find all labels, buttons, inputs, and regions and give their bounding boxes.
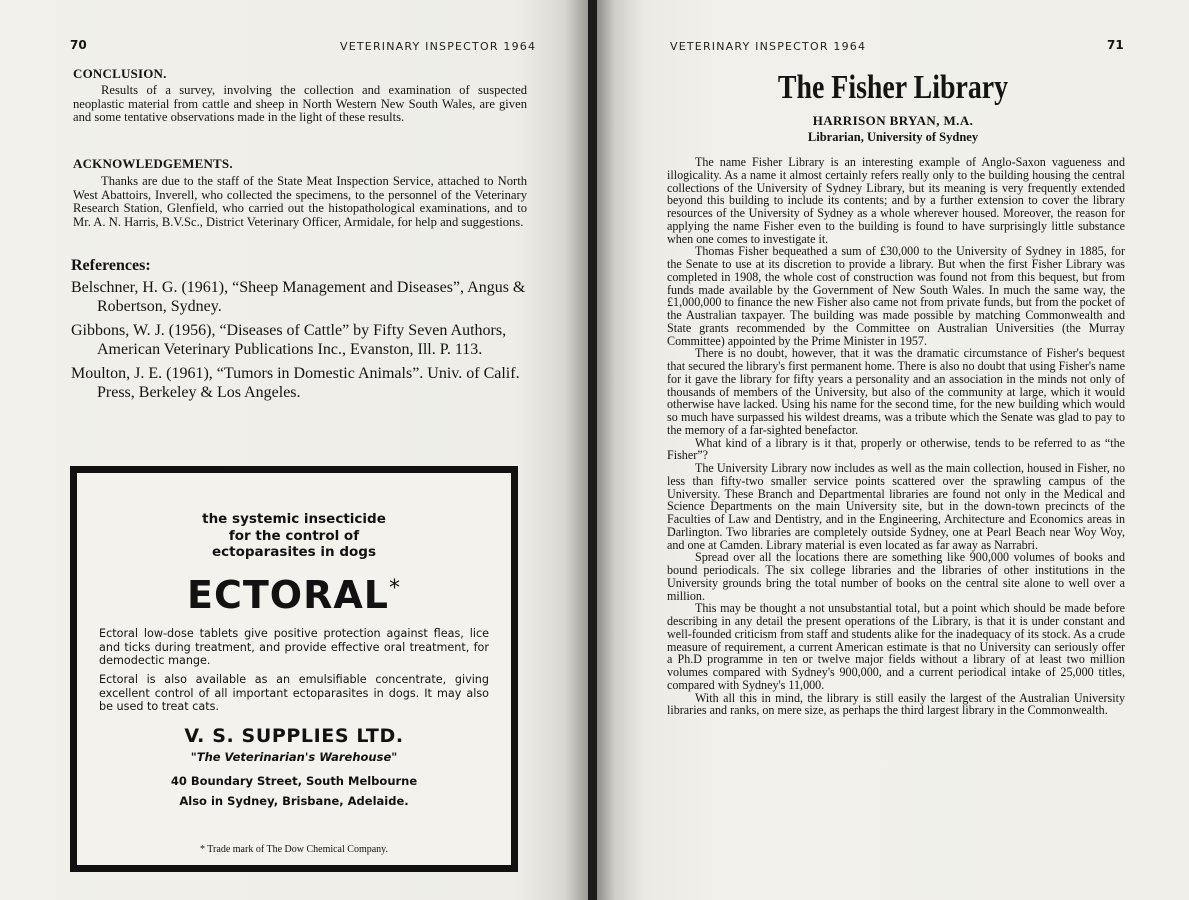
ad-branches: Also in Sydney, Brisbane, Adelaide. bbox=[179, 794, 409, 808]
conclusion-heading: CONCLUSION. bbox=[73, 66, 167, 81]
right-page bbox=[597, 0, 1189, 900]
conclusion-text: Results of a survey, involving the collection and examination of suspected neoplastic material from cattle and sheep in North Western New South Wales, are given and some tentative observations made in the light of these results. bbox=[73, 83, 527, 125]
ad-brand-name: ECTORAL bbox=[187, 573, 389, 617]
book-gutter bbox=[588, 0, 597, 900]
ad-address: 40 Boundary Street, South Melbourne bbox=[170, 774, 418, 788]
article-paragraph: The University Library now includes as well as the main collection, housed in Fisher, no less than fifty-two smaller service points scattered over the sprawling campus of the University. These Branch and Departmental libraries are found not only in the Medical and Science Departments on the main University site, but in the down-town precincts of the Faculties of Law and Dentistry, and in the Engineering, Architecture and Economics areas in Darlington. Two libraries are completely outside Sydney, one at Pearl Beach near Woy Woy, and one at Camden. Library material is even located as far away as Narrabri. bbox=[667, 461, 1125, 552]
ectoral-advertisement bbox=[70, 466, 518, 872]
running-head: VETERINARY INSPECTOR 1964 bbox=[340, 40, 537, 53]
ad-slogan: "The Veterinarian's Warehouse" bbox=[190, 750, 398, 764]
ad-tagline bbox=[77, 511, 511, 561]
reference-item: Belschner, H. G. (1961), “Sheep Management and Diseases”, Angus & Robertson, Sydney. bbox=[71, 279, 526, 315]
reference-item: Moulton, J. E. (1961), “Tumors in Domestic Animals”. Univ. of Calif. Press, Berkeley & Los Angeles. bbox=[71, 365, 520, 401]
left-page bbox=[0, 0, 588, 900]
ad-body-text: Ectoral is also available as an emulsifiable concentrate, giving excellent control of all important ectoparasites in dogs. It may also be used to treat cats. bbox=[99, 673, 489, 713]
ad-body-text: Ectoral low-dose tablets give positive protection against fleas, lice and ticks during treatment, and provide effective oral treatment, for demodectic mange. bbox=[99, 627, 489, 667]
acknowledgements-section bbox=[73, 156, 527, 229]
running-head: VETERINARY INSPECTOR 1964 bbox=[670, 40, 867, 53]
references-section bbox=[71, 257, 527, 408]
article-paragraph: The name Fisher Library is an interesting example of Anglo-Saxon vagueness and illogicality. As a name it almost certainly refers really only to the building housing the central collections of the University of Sydney Library, but its meaning is very frequently extended beyond this building to include its contents; and by a further extension to cover the library resources of the University of Sydney as a whole wherever housed. Moreover, the reason for applying the name Fisher even to the building is found to have surprisingly little substance when one comes to investigate it. bbox=[667, 155, 1125, 246]
ad-tagline-line: ectoparasites in dogs bbox=[211, 544, 376, 560]
article-title: The Fisher Library bbox=[777, 69, 1009, 106]
conclusion-section bbox=[73, 66, 527, 125]
article-author: HARRISON BRYAN, M.A. bbox=[812, 113, 974, 128]
article-paragraph: This may be thought a not unsubstantial total, but a point which should be made before describing in any detail the present operations of the Library, is that it is under constant and well-founded criticism from staff and students alike for the inadequacy of its stock. As a crude measure of requirement, a current American estimate is that no University can seriously offer a Ph.D programme in ten or twelve major fields without a library of at least two million volumes compared with Sydney's 900,000, and a current periodical intake of 25,000 titles, compared with Sydney's 11,000. bbox=[667, 601, 1125, 692]
article-paragraph: There is no doubt, however, that it was the dramatic circumstance of Fisher's bequest that secured the library's first permanent home. There is also no doubt that using Fisher's name for it gave the library for fifty years a personality and an association in the minds not only of thousands of members of the University, but also of the community at large, which it would otherwise have lacked. Using his name for the second time, for the new building which would so much have surpassed his wildest dreams, was a tribute which the Senate was glad to pay to the memory of a far-sighted benefactor. bbox=[667, 346, 1125, 437]
ad-tagline-line: for the control of bbox=[228, 527, 360, 544]
article-affiliation: Librarian, University of Sydney bbox=[807, 130, 979, 144]
ad-company-name: V. S. SUPPLIES LTD. bbox=[184, 725, 404, 747]
ad-tagline-line: the systemic insecticide bbox=[202, 511, 386, 527]
article-paragraph: Spread over all the locations there are something like 900,000 volumes of books and bound periodicals. The six college libraries and the libraries of other institutions in the University grounds bring the total number of books on the central site alone to well over a million. bbox=[667, 550, 1125, 603]
references-list bbox=[71, 279, 527, 402]
article-paragraph: With all this in mind, the library is still easily the largest of the Australian University libraries and ranks, on mere size, as perhaps the third largest library in the Commonwealth. bbox=[667, 690, 1125, 718]
acknowledgements-heading: ACKNOWLEDGEMENTS. bbox=[73, 156, 233, 171]
ad-brand bbox=[77, 573, 511, 617]
reference-item: Gibbons, W. J. (1956), “Diseases of Cattle” by Fifty Seven Authors, American Veterinary Publications Inc., Evanston, Ill. P. 113. bbox=[71, 322, 507, 358]
ad-trademark-note: * Trade mark of The Dow Chemical Company. bbox=[199, 844, 389, 855]
ad-brand-mark: * bbox=[388, 576, 401, 601]
article-paragraph: What kind of a library is it that, properly or otherwise, tends to be referred to as “the Fisher”? bbox=[667, 435, 1125, 463]
page-number: 70 bbox=[70, 38, 87, 52]
references-heading: References: bbox=[71, 257, 151, 274]
article-body bbox=[667, 156, 1125, 717]
acknowledgements-text: Thanks are due to the staff of the State Meat Inspection Service, attached to North West Abattoirs, Inverell, who collected the specimens, to the personnel of the Veterinary Research Station, Glenfield, who carried out the histopathological examinations, and to Mr. A. N. Harris, B.V.Sc., District Veterinary Officer, Armidale, for help and suggestions. bbox=[73, 174, 527, 229]
page-number: 71 bbox=[1107, 38, 1124, 52]
article-paragraph: Thomas Fisher bequeathed a sum of £30,000 to the University of Sydney in 1885, for the Senate to use at its discretion to provide a library. But when the first Fisher Library was completed in 1908, the whole cost of construction was found not from this bequest, but from funds made available by the Government of New South Wales. In much the same way, the £1,000,000 to finance the new Fisher also came not from private funds, but from the pocket of the Australian taxpayer. The building was made possible by matching Commonwealth and State grants recommended by the Committee on Australian Universities (the Murray Committee) appointed by the Prime Minister in 1957. bbox=[667, 244, 1125, 348]
